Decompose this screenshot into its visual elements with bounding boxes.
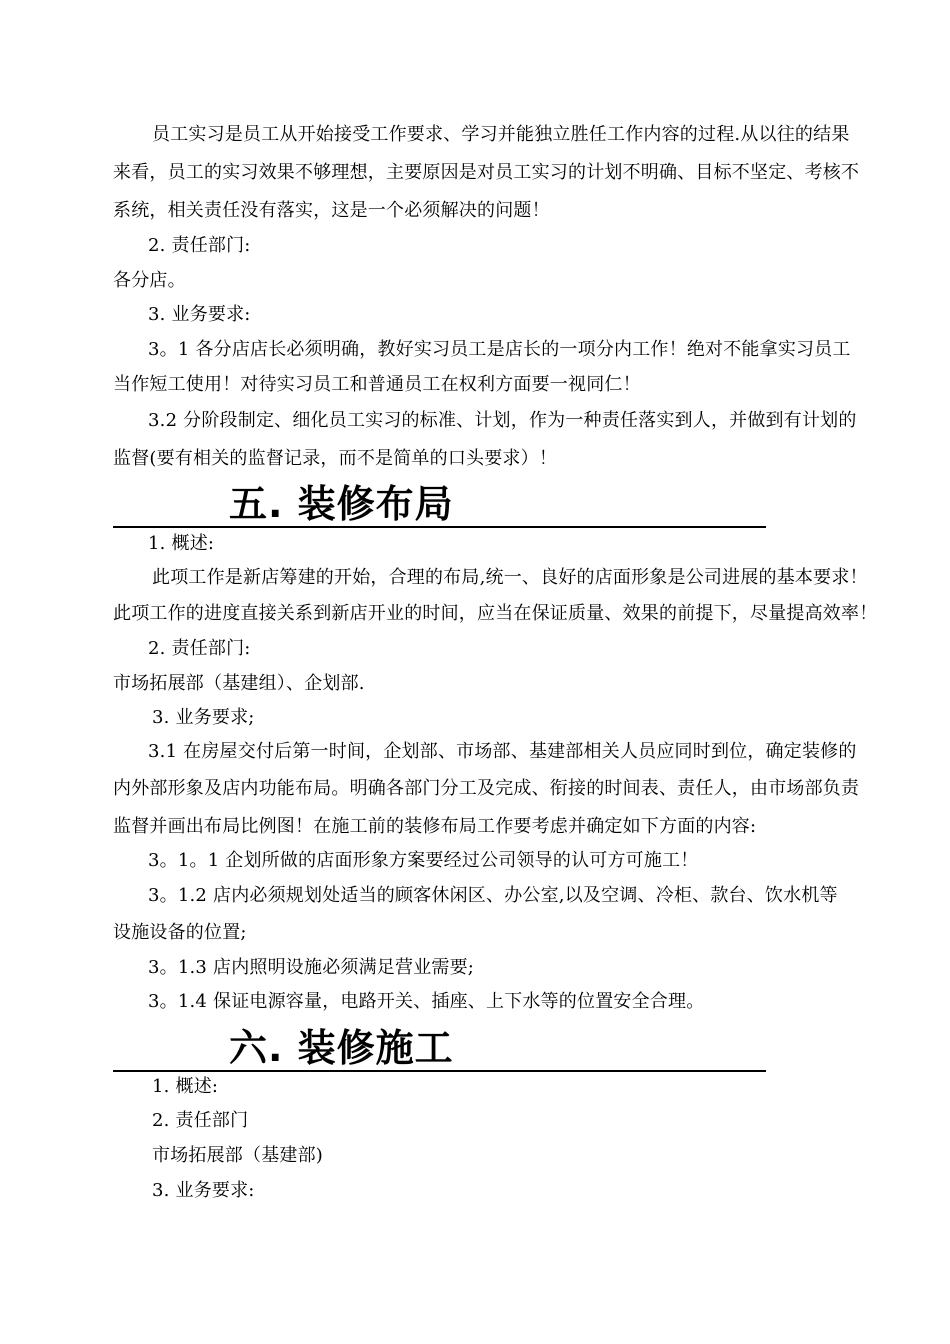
paragraph-line: 此项工作的进度直接关系到新店开业的时间，应当在保证质量、效果的前提下，尽量提高效率！ (113, 603, 878, 624)
section-title: 六. 装修施工 (229, 1026, 454, 1070)
paragraph-line: 监督并画出布局比例图！在施工前的装修布局工作要考虑并确定如下方面的内容: (113, 816, 757, 837)
section-title: 五. 装修布局 (229, 482, 454, 526)
item-value: 市场拓展部（基建部) (152, 1145, 324, 1166)
item-heading: 3. 业务要求; (152, 707, 255, 728)
section-heading (113, 480, 766, 528)
paragraph-line: 系统，相关责任没有落实，这是一个必须解决的问题！ (113, 200, 550, 221)
item-heading: 3. 业务要求: (152, 1180, 255, 1201)
item-heading: 2. 责任部门: (148, 638, 251, 659)
paragraph-line: 设施设备的位置; (113, 922, 247, 943)
paragraph-line: 3。1.2 店内必须规划处适当的顾客休闲区、办公室,以及空调、冷柜、款台、饮水机等 (148, 885, 838, 906)
item-value: 各分店。 (113, 270, 186, 291)
paragraph-line: 当作短工使用！对待实习员工和普通员工在权利方面要一视同仁！ (113, 374, 641, 395)
section-heading (113, 1024, 766, 1072)
paragraph-line: 员工实习是员工从开始接受工作要求、学习并能独立胜任工作内容的过程.从以往的结果 (152, 124, 850, 145)
paragraph-line: 3。1.3 店内照明设施必须满足营业需要; (148, 957, 475, 978)
item-heading: 3. 业务要求: (148, 304, 251, 325)
paragraph-line: 3.1 在房屋交付后第一时间，企划部、市场部、基建部相关人员应同时到位，确定装修的 (148, 741, 857, 762)
paragraph-line: 3。1.4 保证电源容量，电路开关、插座、上下水等的位置安全合理。 (148, 991, 705, 1012)
paragraph-line: 监督(要有相关的监督记录，而不是简单的口头要求）！ (113, 448, 558, 469)
item-value: 市场拓展部（基建组）、企划部. (113, 673, 365, 694)
paragraph-line: 3.2 分阶段制定、细化员工实习的标准、计划，作为一种责任落实到人，并做到有计划的 (148, 410, 857, 431)
paragraph-line: 3。1。1 企划所做的店面形象方案要经过公司领导的认可方可施工！ (148, 850, 699, 871)
paragraph-line: 内外部形象及店内功能布局。明确各部门分工及完成、衔接的时间表、责任人，由市场部负责 (113, 778, 860, 799)
item-heading: 1. 概述: (148, 533, 215, 554)
paragraph-line: 3。1 各分店店长必须明确，教好实习员工是店长的一项分内工作！绝对不能拿实习员工 (148, 339, 851, 360)
paragraph-line: 来看，员工的实习效果不够理想，主要原因是对员工实习的计划不明确、目标不坚定、考核不 (113, 162, 860, 183)
item-heading: 2. 责任部门: (148, 235, 251, 256)
item-heading: 2. 责任部门 (152, 1110, 249, 1131)
item-heading: 1. 概述: (152, 1076, 219, 1097)
paragraph-line: 此项工作是新店筹建的开始，合理的布局,统一、良好的店面形象是公司进展的基本要求！ (152, 567, 868, 588)
